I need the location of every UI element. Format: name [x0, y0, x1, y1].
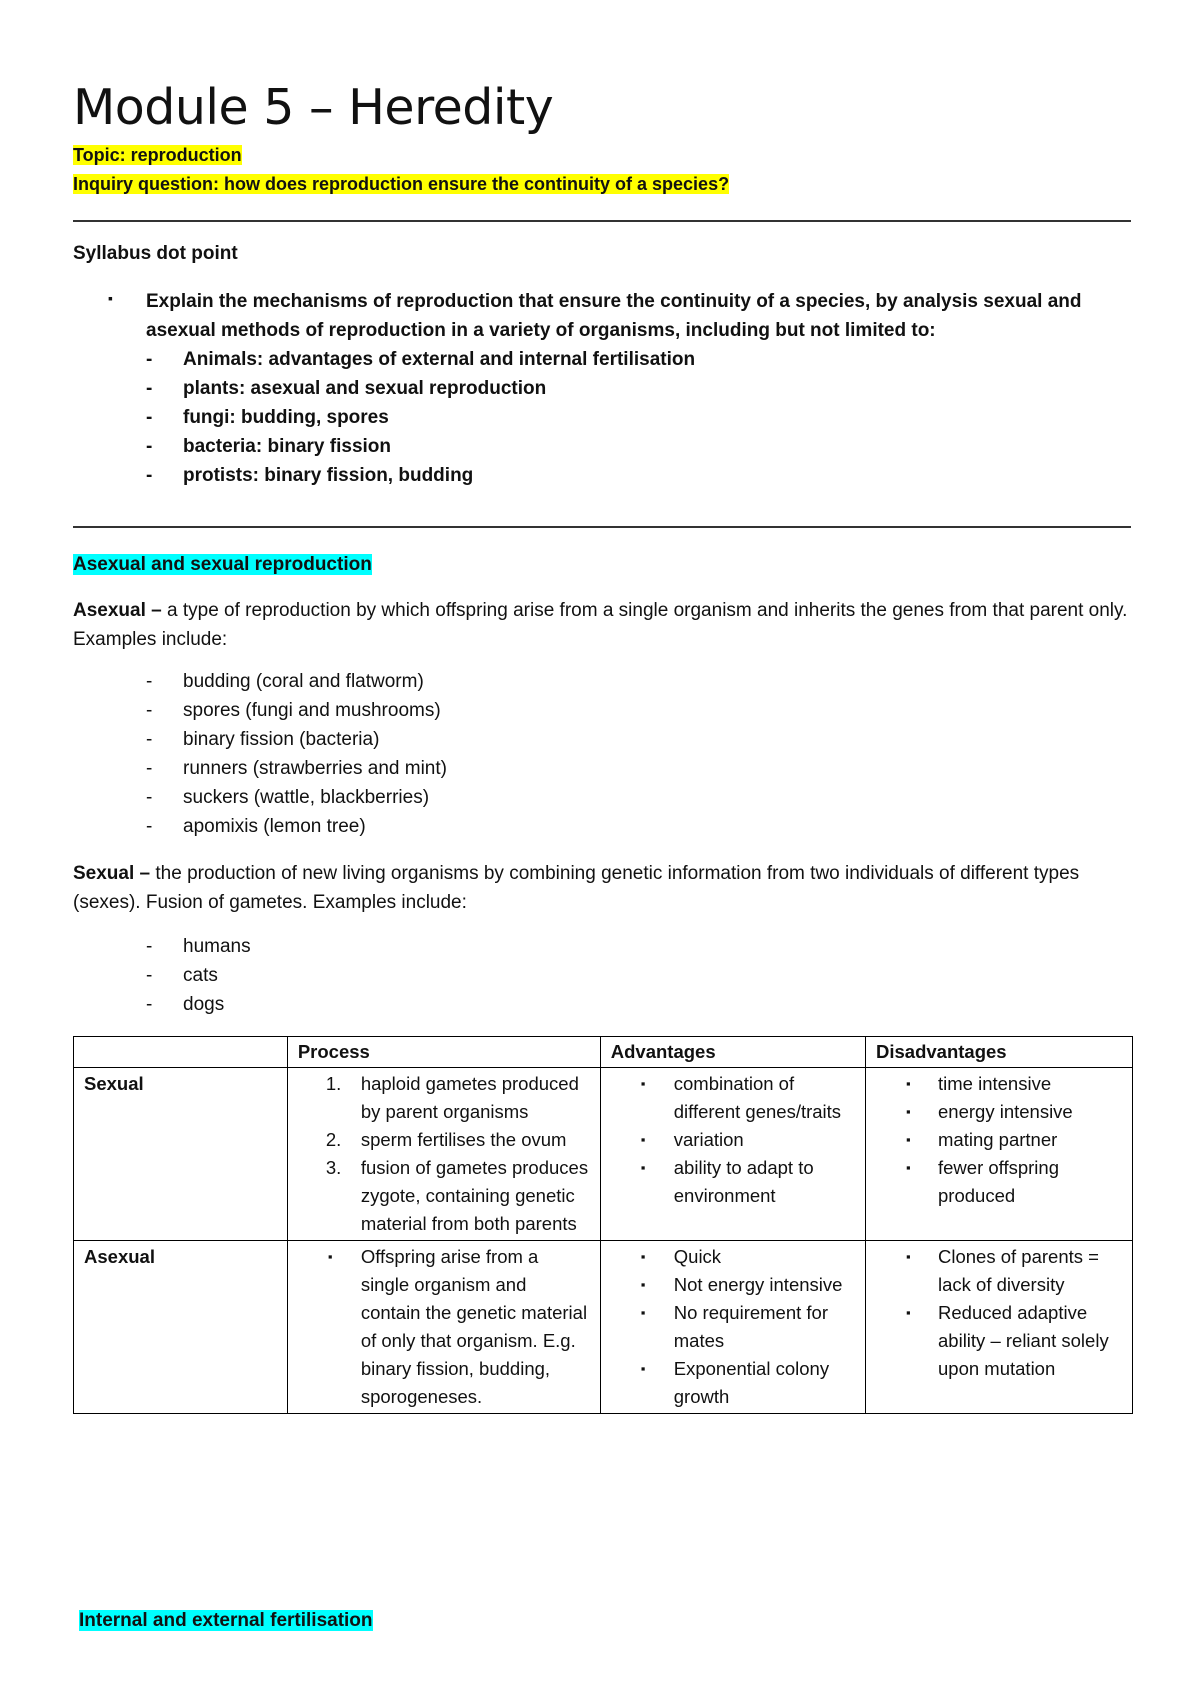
square-bullet-icon: ▪ — [906, 1076, 911, 1091]
dash-icon: - — [146, 700, 153, 721]
row-label: Asexual — [74, 1241, 288, 1414]
divider-top — [73, 220, 1131, 222]
square-bullet-icon: ▪ — [640, 1249, 646, 1264]
square-bullet-icon: ▪ — [906, 1132, 911, 1147]
topic-line — [73, 143, 242, 167]
topic-highlight: Topic: reproduction — [73, 145, 242, 165]
table-row — [74, 1068, 1133, 1241]
list-item: ▪ combination of different genes/traits — [601, 1070, 855, 1126]
asexual-term: Asexual – — [73, 600, 162, 621]
table-cell-disadvantages — [866, 1068, 1133, 1241]
asexual-definition: Asexual – a type of reproduction by which offspring arise from a single organism and inherits the genes from that parent only. Examples include: — [73, 600, 1128, 650]
dash-icon: - — [146, 729, 153, 750]
list-item: ▪ ability to adapt to environment — [601, 1154, 855, 1210]
sexual-definition: Sexual – the production of new living organisms by combining genetic information from two individuals of different types (sexes). Fusion of gametes. Examples include: — [73, 863, 1080, 913]
square-bullet-icon: ▪ — [906, 1160, 911, 1175]
syllabus-heading: Syllabus dot point — [73, 243, 238, 264]
list-item: - cats — [183, 961, 251, 990]
table-header-cell: Process — [287, 1037, 600, 1068]
list-item: ▪ mating partner — [866, 1126, 1122, 1154]
divider-middle — [73, 526, 1131, 528]
row-label: Sexual — [74, 1068, 288, 1241]
list-item: - suckers (wattle, blackberries) — [183, 783, 447, 812]
list-item: ▪ Reduced adaptive ability – reliant solely upon mutation — [866, 1299, 1122, 1383]
page-title: Module 5 – Heredity — [73, 79, 554, 136]
list-item: - plants: asexual and sexual reproduction — [183, 374, 695, 403]
section-heading-fertilisation: Internal and external fertilisation — [79, 1610, 373, 1631]
dash-icon: - — [146, 407, 153, 428]
inquiry-question — [73, 172, 729, 196]
inquiry-highlight: Inquiry question: how does reproduction ensure the continuity of a species? — [73, 174, 730, 194]
list-item: - dogs — [183, 990, 251, 1019]
list-item: ▪ Exponential colony growth — [601, 1355, 855, 1411]
dash-icon: - — [146, 758, 153, 779]
list-item: 1. haploid gametes produced by parent organisms — [325, 1073, 579, 1122]
syllabus-sub-points — [146, 345, 696, 490]
list-item: - spores (fungi and mushrooms) — [183, 696, 447, 725]
dash-icon: - — [146, 936, 153, 957]
list-item: ▪ Not energy intensive — [601, 1271, 855, 1299]
table-header-row — [74, 1037, 1133, 1068]
table-cell-advantages — [600, 1068, 865, 1241]
comparison-table — [73, 1036, 1133, 1414]
list-item: ▪ variation — [601, 1126, 855, 1154]
table-header-cell — [74, 1037, 288, 1068]
dash-icon: - — [146, 965, 153, 986]
square-bullet-icon: ▪ — [906, 1305, 911, 1320]
dash-icon: - — [146, 349, 153, 370]
dash-icon: - — [146, 816, 153, 837]
list-item: ▪ Quick — [601, 1243, 855, 1271]
square-bullet-icon: ▪ — [640, 1132, 646, 1147]
square-bullet-icon: ▪ — [640, 1076, 646, 1091]
square-bullet-icon: ▪ — [640, 1160, 646, 1175]
asexual-examples — [146, 667, 447, 841]
square-bullet-icon: ▪ — [640, 1277, 646, 1292]
list-item: ▪ No requirement for mates — [601, 1299, 855, 1355]
list-item: - binary fission (bacteria) — [183, 725, 447, 754]
list-item: ▪ Offspring arise from a single organism and contain the genetic material of only that organism. E.g. binary fission, budding, sporogeneses. — [288, 1243, 590, 1411]
dash-icon: - — [146, 787, 153, 808]
dash-icon: - — [146, 671, 153, 692]
table-header-cell: Disadvantages — [866, 1037, 1133, 1068]
list-item: - Animals: advantages of external and internal fertilisation — [183, 345, 695, 374]
list-item: ▪ Clones of parents = lack of diversity — [866, 1243, 1122, 1299]
list-item: ▪ time intensive — [866, 1070, 1122, 1098]
list-item: - bacteria: binary fission — [183, 432, 695, 461]
dash-icon: - — [146, 465, 153, 486]
table-cell-advantages — [600, 1241, 865, 1414]
syllabus-main-point: Explain the mechanisms of reproduction that ensure the continuity of a species, by analysis sexual and asexual methods of reproduction in a variety of organisms, including but not limited to: — [146, 291, 1082, 341]
list-item: - humans — [183, 932, 251, 961]
table-cell-process — [287, 1068, 600, 1241]
square-bullet-icon: ▪ — [640, 1305, 646, 1320]
sexual-term: Sexual – — [73, 863, 151, 884]
list-item: 2. sperm fertilises the ovum — [325, 1129, 567, 1150]
table-cell-process — [287, 1241, 600, 1414]
list-item: - protists: binary fission, budding — [183, 461, 695, 490]
list-item: ▪ energy intensive — [866, 1098, 1122, 1126]
list-item: - budding (coral and flatworm) — [183, 667, 447, 696]
section-heading-reproduction: Asexual and sexual reproduction — [73, 554, 372, 575]
square-bullet-icon: ▪ — [640, 1361, 646, 1376]
list-item: - fungi: budding, spores — [183, 403, 695, 432]
square-bullet-icon: ▪ — [327, 1249, 333, 1264]
dash-icon: - — [146, 378, 153, 399]
list-item: ▪ fewer offspring produced — [866, 1154, 1122, 1210]
square-bullet-icon: ▪ — [906, 1104, 911, 1119]
list-item: 3. fusion of gametes produces zygote, containing genetic material from both parents — [325, 1157, 589, 1234]
list-item: - apomixis (lemon tree) — [183, 812, 447, 841]
square-bullet-icon: ▪ — [108, 290, 113, 306]
square-bullet-icon: ▪ — [906, 1249, 911, 1264]
list-item: - runners (strawberries and mint) — [183, 754, 447, 783]
sexual-examples — [146, 932, 251, 1019]
table-header-cell: Advantages — [600, 1037, 865, 1068]
dash-icon: - — [146, 436, 153, 457]
dash-icon: - — [146, 994, 153, 1015]
table-cell-disadvantages — [866, 1241, 1133, 1414]
table-row — [74, 1241, 1133, 1414]
